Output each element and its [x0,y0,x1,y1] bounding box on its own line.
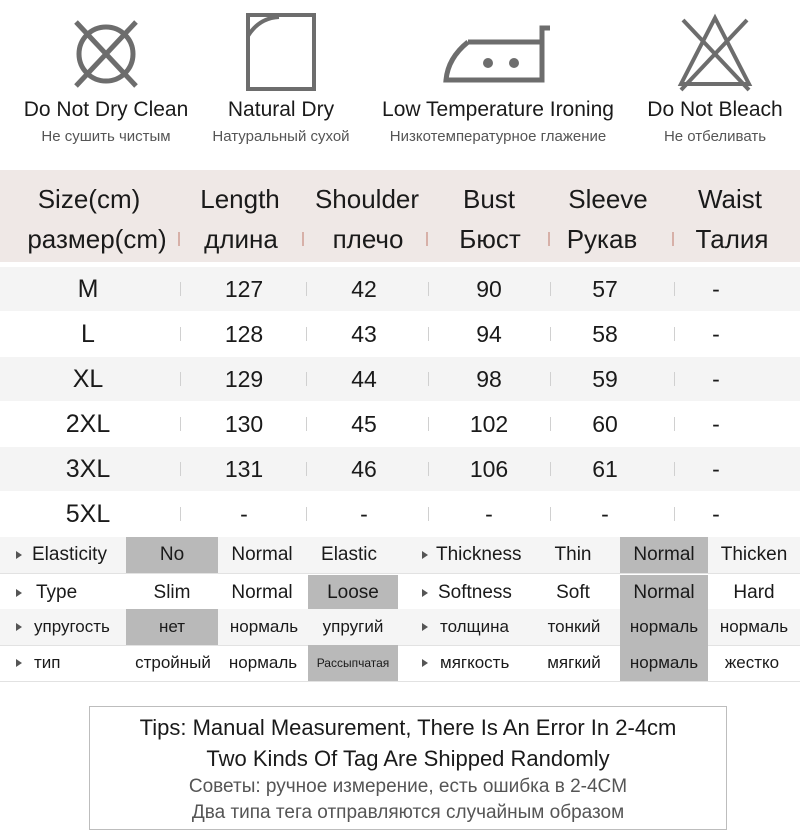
table-row [0,312,800,356]
option-normal-ru: нормаль [228,653,298,672]
cell-length: - [240,501,248,527]
cell-bust: 102 [469,411,509,437]
header-separator [672,232,674,246]
cell-size: 5XL [65,500,111,528]
option-normal-ru: нормаль [229,617,299,636]
row-separator [180,417,181,431]
header-length-ru: длина [204,224,278,254]
cell-waist: - [712,411,720,437]
cell-bust: 90 [476,276,502,302]
care-no-dry-clean [14,0,198,145]
cell-sleeve: 58 [592,321,618,347]
option-elastic: Elastic [321,544,377,565]
care-label-ru: Низкотемпературное глажение [389,128,607,145]
cell-length: 130 [224,411,264,437]
option-soft-ru: мягкий [547,653,601,672]
attr-label-type: Type [36,582,78,603]
row-separator [180,507,181,521]
size-table-header [0,170,800,262]
care-no-bleach [630,0,800,145]
option-hard-ru: жестко [724,653,780,672]
cell-shoulder: 45 [351,411,377,437]
cell-sleeve: 61 [592,456,618,482]
attribute-row-elasticity-thickness [0,537,800,573]
care-label-en: Natural Dry [227,98,335,121]
care-label-en: Low Temperature Ironing [382,98,614,121]
attr-label-softness-ru: мягкость [440,653,510,672]
row-separator [674,462,675,476]
attribute-row-elasticity-thickness-ru [0,609,800,645]
cell-waist: - [712,276,720,302]
tip-tag-en: Two Kinds Of Tag Are Shipped Randomly [206,746,610,771]
cell-sleeve: 59 [592,366,618,392]
low-temperature-iron-icon [438,6,558,98]
cell-shoulder: 42 [351,276,377,302]
option-loose-ru: Рассыпчатая [308,645,398,681]
header-shoulder-ru: плечо [332,224,404,254]
row-separator [180,282,181,296]
row-separator [180,372,181,386]
cell-shoulder: 43 [351,321,377,347]
row-separator [674,327,675,341]
care-natural-dry [192,0,370,145]
cell-waist: - [712,366,720,392]
cell-bust: - [485,501,493,527]
cell-size: XL [72,365,104,393]
cell-sleeve: 57 [592,276,618,302]
header-separator [302,232,304,246]
cell-size: M [77,275,99,303]
option-soft: Soft [556,582,590,603]
natural-dry-icon [239,6,323,98]
no-dry-clean-icon [66,6,146,98]
header-shoulder: Shoulder [314,184,420,214]
cell-shoulder: 46 [351,456,377,482]
row-separator [550,507,551,521]
row-separator [306,282,307,296]
cell-length: 128 [224,321,264,347]
option-normal-ru: нормаль [620,609,708,645]
header-bust: Bust [462,184,516,214]
row-separator [306,507,307,521]
option-thicken: Thicken [720,544,788,565]
attr-label-thickness: Thickness [436,544,522,565]
row-separator [428,372,429,386]
row-separator [428,282,429,296]
header-separator [178,232,180,246]
attribute-divider [0,681,800,682]
row-separator [674,417,675,431]
table-row [0,402,800,446]
header-size-ru: размер(cm) [27,224,167,254]
cell-bust: 106 [469,456,509,482]
triangle-bullet-icon [422,551,428,559]
care-label-en: Do Not Bleach [647,98,783,121]
triangle-bullet-icon [16,623,22,631]
row-separator [180,327,181,341]
row-separator [180,462,181,476]
attr-label-thickness-ru: толщина [440,617,509,636]
option-thin-ru: тонкий [547,617,601,636]
row-separator [674,507,675,521]
row-separator [550,327,551,341]
triangle-bullet-icon [422,623,428,631]
header-length: Length [200,184,280,214]
table-row [0,492,800,536]
table-row [0,357,800,401]
cell-size: L [81,320,95,348]
care-label-ru: Не отбеливать [663,128,767,145]
cell-length: 129 [224,366,264,392]
option-net: нет [126,609,218,645]
care-instructions [0,0,800,170]
header-waist: Waist [697,184,763,214]
triangle-bullet-icon [16,589,22,597]
table-row [0,447,800,491]
attribute-divider [0,573,800,574]
row-separator [550,417,551,431]
tip-measurement-ru: Советы: ручное измерение, есть ошибка в 2-4CM [188,776,628,797]
option-slim: Slim [153,582,191,603]
row-separator [428,507,429,521]
header-bust-ru: Бюст [459,224,521,254]
care-label-en: Do Not Dry Clean [23,98,189,121]
option-thicken-ru: нормаль [719,617,789,636]
row-separator [306,372,307,386]
tip-measurement-en: Tips: Manual Measurement, There Is An Error In 2-4cm [139,715,677,740]
cell-bust: 94 [476,321,502,347]
option-thin: Thin [554,544,592,565]
cell-bust: 98 [476,366,502,392]
row-separator [428,462,429,476]
care-label-ru: Натуральный сухой [212,128,350,145]
cell-sleeve: - [601,501,609,527]
no-bleach-icon [673,6,757,98]
header-size: Size(cm) [37,184,141,214]
option-hard: Hard [733,582,775,603]
tips-box [89,706,727,830]
triangle-bullet-icon [16,659,22,667]
header-waist-ru: Талия [695,224,769,254]
row-separator [428,417,429,431]
row-separator [306,462,307,476]
option-slim-ru: стройный [135,653,211,672]
option-elastic-ru: упругий [322,617,384,636]
table-row [0,267,800,311]
attribute-row-type-softness [0,575,800,611]
cell-size: 3XL [65,455,111,483]
row-separator [674,372,675,386]
cell-shoulder: - [360,501,368,527]
row-separator [550,462,551,476]
attr-label-elasticity: Elasticity [32,544,107,565]
triangle-bullet-icon [422,659,428,667]
attribute-row-type-softness-ru [0,645,800,681]
care-low-temperature-ironing [370,0,626,145]
row-separator [306,417,307,431]
triangle-bullet-icon [422,589,428,597]
cell-shoulder: 44 [351,366,377,392]
option-normal-ru: нормаль [620,645,708,681]
cell-waist: - [712,501,720,527]
option-no: No [126,537,218,573]
header-sleeve: Sleeve [568,184,648,214]
row-separator [550,372,551,386]
header-separator [548,232,550,246]
row-separator [428,327,429,341]
attr-label-type-ru: тип [34,653,61,672]
cell-waist: - [712,456,720,482]
cell-size: 2XL [65,410,111,438]
row-separator [550,282,551,296]
attr-label-elasticity-ru: упругость [34,617,110,636]
row-separator [306,327,307,341]
attr-label-softness: Softness [438,582,512,603]
cell-sleeve: 60 [592,411,618,437]
tip-tag-ru: Два типа тега отправляются случайным образом [191,802,625,823]
header-sleeve-ru: Рукав [566,224,638,254]
triangle-bullet-icon [16,551,22,559]
header-separator [426,232,428,246]
care-label-ru: Не сушить чистым [41,128,171,145]
cell-waist: - [712,321,720,347]
cell-length: 127 [224,276,264,302]
option-normal: Normal [231,582,293,603]
option-loose: Loose [308,575,398,611]
option-normal: Normal [620,537,708,573]
option-normal: Normal [231,544,293,565]
cell-length: 131 [224,456,264,482]
row-separator [674,282,675,296]
option-normal: Normal [620,575,708,611]
